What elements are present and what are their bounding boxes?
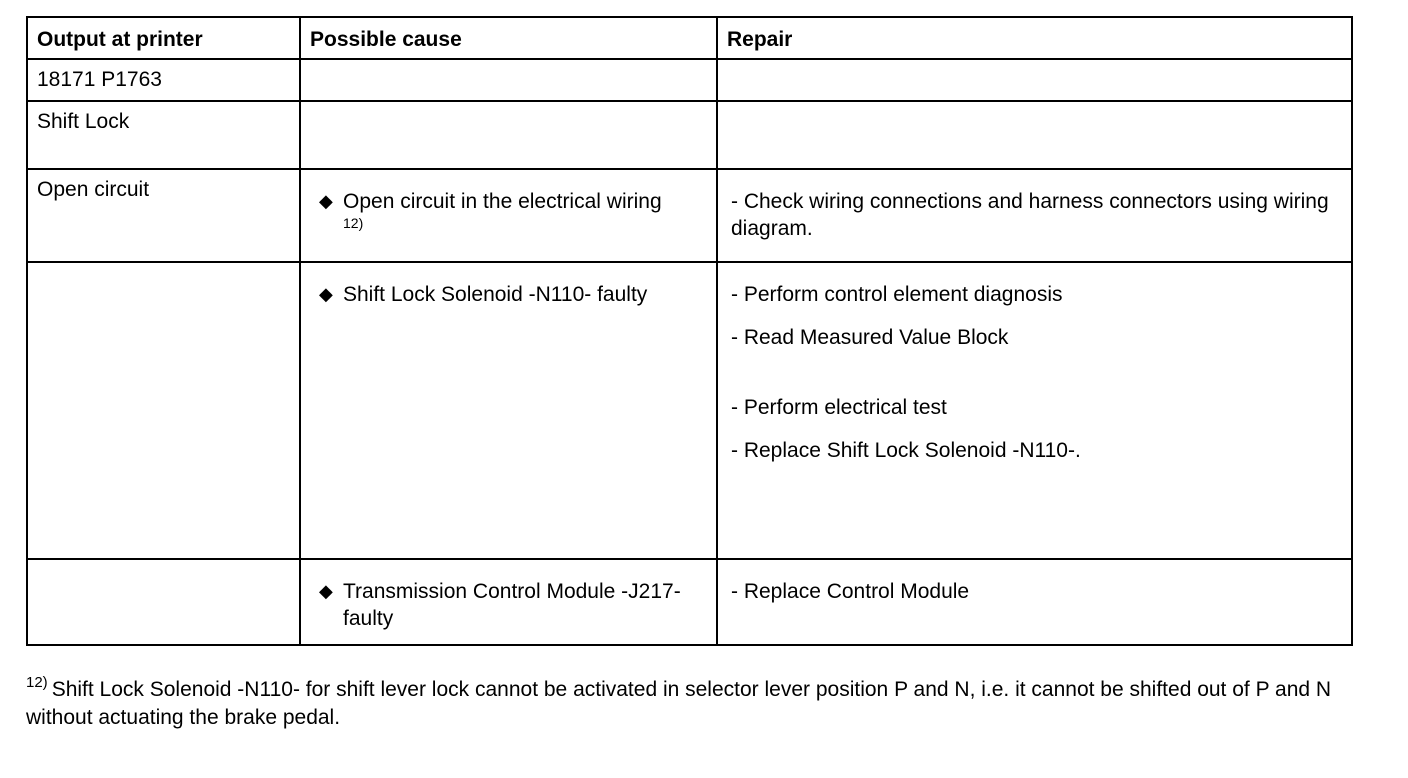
repair-cell: [717, 59, 1352, 101]
repair-step: - Replace Shift Lock Solenoid -N110-.: [731, 438, 1081, 462]
repair-step: - Read Measured Value Block: [731, 325, 1009, 349]
footnote-marker: 12): [26, 674, 48, 691]
footnote: [26, 676, 1366, 732]
repair-cell: [717, 559, 1352, 645]
output-code: 18171 P1763: [37, 68, 162, 92]
output-component: Shift Lock: [37, 110, 130, 134]
cause-cell: [300, 169, 717, 261]
repair-cell: [717, 101, 1352, 169]
output-cell: [27, 101, 300, 169]
repair-step: - Check wiring connections and harness connectors using wiring diagram.: [731, 190, 1329, 241]
table-row: [27, 169, 1352, 261]
table-row: [27, 59, 1352, 101]
cause-text: Open circuit in the electrical wiring: [343, 190, 662, 214]
header-output: Output at printer: [27, 17, 300, 59]
output-cell: [27, 169, 300, 261]
repair-cell: [717, 169, 1352, 261]
header-repair: Repair: [717, 17, 1352, 59]
output-cell: [27, 559, 300, 645]
output-cell: [27, 262, 300, 559]
diamond-bullet-icon: ◆: [319, 580, 333, 601]
cause-cell: [300, 262, 717, 559]
footnote-text: Shift Lock Solenoid -N110- for shift lever lock cannot be activated in selector lever position P and N, i.e. it cannot be shifted out of P and N without actuating the brake pedal.: [26, 678, 1332, 729]
output-cell: [27, 59, 300, 101]
repair-step: - Replace Control Module: [731, 579, 970, 603]
diamond-bullet-icon: ◆: [319, 191, 333, 212]
table-row: [27, 101, 1352, 169]
cause-cell: [300, 559, 717, 645]
footnote-reference: 12): [343, 215, 364, 232]
repair-step: - Perform control element diagnosis: [731, 282, 1063, 306]
table-row: [27, 559, 1352, 645]
cause-text: Transmission Control Module -J217- faulty: [343, 579, 681, 630]
diamond-bullet-icon: ◆: [319, 283, 333, 304]
cause-cell: [300, 101, 717, 169]
repair-cell: [717, 262, 1352, 559]
cause-cell: [300, 59, 717, 101]
cause-text: Shift Lock Solenoid -N110- faulty: [343, 282, 648, 306]
diagnostic-table: [26, 16, 1353, 646]
output-fault-type: Open circuit: [37, 178, 150, 202]
header-cause: Possible cause: [300, 17, 717, 59]
table-header-row: [27, 17, 1352, 59]
repair-step: - Perform electrical test: [731, 395, 947, 419]
table-row: [27, 262, 1352, 559]
